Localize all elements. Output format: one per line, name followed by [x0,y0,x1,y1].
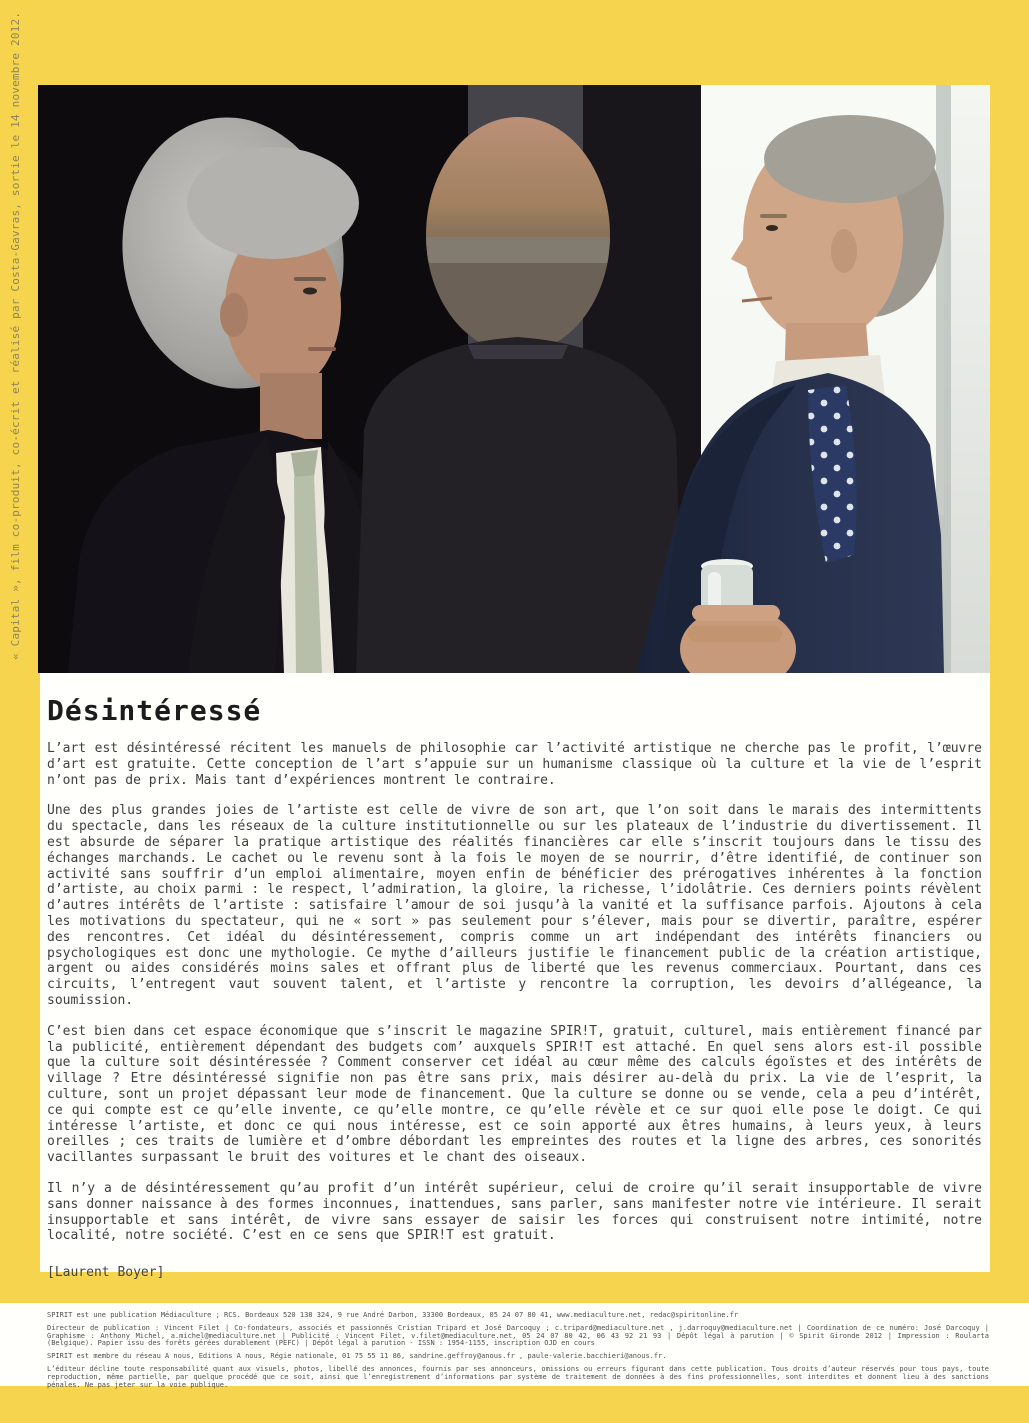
article-paragraph-1: L’art est désintéressé récitent les manuels de philosophie car l’activité artistique ne cherche pas le profit, l’œuvre d’art est gratuite. Cette conception de l’art s’appuie sur un humanisme classique où la culture et la vie de l’esprit n’ont pas de prix. Mais tant d’expériences montrent le contraire. [47,741,982,788]
article-paragraph-3: C’est bien dans cet espace économique que s’inscrit le magazine SPIR!T, gratuit, culturel, mais entièrement financé par la publicité, entièrement dépendant des budgets com’ auxquels SPIR!T est attaché. En quel sens alors est-il possible que la culture soit désintéressée ? Comment conserver cet idéal au cœur même des calculs égoïstes et des intérêts de village ? Etre désintéressé signifie non pas être sans prix, mais désirer au-delà du prix. La vie de l’esprit, la culture, sont un projet dépassant leur mode de financement. Que la culture se donne ou se vende, cela a peu d’intérêt, ce qui compte est ce qu’elle invente, ce qu’elle montre, ce qu’elle révèle et ce sur quoi elle pose le doigt. Ce qui intéresse l’artiste, et donc ce qui nous intéresse, est ce soin apporté aux êtres humains, à leurs yeux, à leurs oreilles ; ces traits de lumière et d’ombre débordant les empreintes des routes et la ligne des arbres, ces sonorités vacillantes surpassant le bruit des voitures et le chant des oiseaux. [47,1023,982,1166]
film-still-photo [38,85,990,673]
imprint-legal-line: L’éditeur décline toute responsabilité quant aux visuels, photos, libellé des annonces, fournis par ses annonceurs, omissions ou erreurs figurant dans cette publication. Tous droits d’auteur réservés pour tous pays, toute reproduction, même partielle, par quelque procédé que ce soit, ainsi que l’enregistrement d’informations par système de traitement de données à des fins professionnelles, sont interdites et donnent lieu à des sanctions pénales. Ne pas jeter sur la voie publique. [47,1364,989,1389]
imprint-network-line: SPIRIT est membre du réseau A nous, Editions A nous, Régie nationale, 01 75 55 11 86, sandrine.geffroy@anous.fr , paule-valerie.bacchieri@anous.fr. [47,1352,667,1361]
photo-caption-vertical: « Capital », film co-produit, co-écrit et réalisé par Costa-Gavras, sortie le 14 novembre 2012. [9,11,22,660]
imprint-publication-line: SPIRIT est une publication Médiaculture ; RCS. Bordeaux 520 138 324, 9 rue André Darbon, 33300 Bordeaux, 05 24 07 80 41, www.mediaculture.net, redac@spiritonline.fr [47,1311,739,1319]
article-panel [40,673,990,1281]
article-paragraph-2: Une des plus grandes joies de l’artiste est celle de vivre de son art, que l’on soit dans le marais des intermittents du spectacle, dans les réseaux de la culture institutionnelle ou sur les plateaux de l’industrie du divertissement. Il est absurde de séparer la pratique artistique des réalités financières car elle s’inscrit toujours dans le tissu des échanges marchands. Le cachet ou le revenu sont à la fois le moyen de se nourrir, d’être identifié, de continuer son activité sans souffrir d’un emploi alimentaire, moyen enfin de bénéficier des prérogatives inhérentes à la fonction d’artiste, au choix parmi : le respect, l’admiration, la gloire, la richesse, l’idolâtrie. Ces derniers points révèlent d’autres intérêts de l’artiste : satisfaire l’amour de soi jusqu’à la vanité et la suffisance parfois. Ajoutons à cela les motivations du spectateur, qui ne « sort » pas seulement pour s’élever, mais pour se divertir, paraître, espérer des rencontres. Cet idéal du désintéressement, compris comme un art indépendant des intérêts financiers ou psychologiques est donc une mythologie. Ce mythe d’ailleurs justifie le financement public de la création artistique, argent ou aides considérés moins sales et offrant plus de liberté que les revenus commerciaux. Pourtant, dans ces circuits, l’entregent vaut souvent talent, et l’artiste y rencontre la corruption, les devoirs d’allégeance, la soumission. [47,803,982,1008]
imprint-staff-line: Directeur de publication : Vincent Filet | Co-fondateurs, associés et passionnés Cristian Tripard et José Darcoquy ; c.tripard@mediaculture.net , j.darroquy@mediaculture.net | Coordination de ce numéro: José Darcoquy | Graphisme : Anthony Michel, a.michel@mediaculture.net | Publicité : Vincent Filet, v.filet@mediaculture.net, 05 24 07 80 42, 06 43 92 21 93 | Dépôt légal à parution | © Spirit Gironde 2012 | Impression : Roularta (Belgique). Papier issu des forêts gérées durablement (PEFC) | Dépôt légal à parution - ISSN : 1954-1155, inscription OJD en cours [47,1323,989,1348]
imprint-footer [0,1303,1029,1389]
film-still-illustration [38,85,990,673]
article-paragraph-4: Il n’y a de désintéressement qu’au profit d’un intérêt supérieur, celui de croire qu’il serait insupportable de vivre sans donner naissance à des formes inconnues, inattendues, sans parler, sans manifester notre vie intérieure. Il serait insupportable et sans intérêt, de vivre sans essayer de saisir les forces qui construisent notre intimité, notre localité, notre société. C’est en ce sens que SPIR!T est gratuit. [47,1180,982,1244]
article-title: Désintéressé [47,694,262,727]
article-byline: [Laurent Boyer] [47,1265,165,1281]
